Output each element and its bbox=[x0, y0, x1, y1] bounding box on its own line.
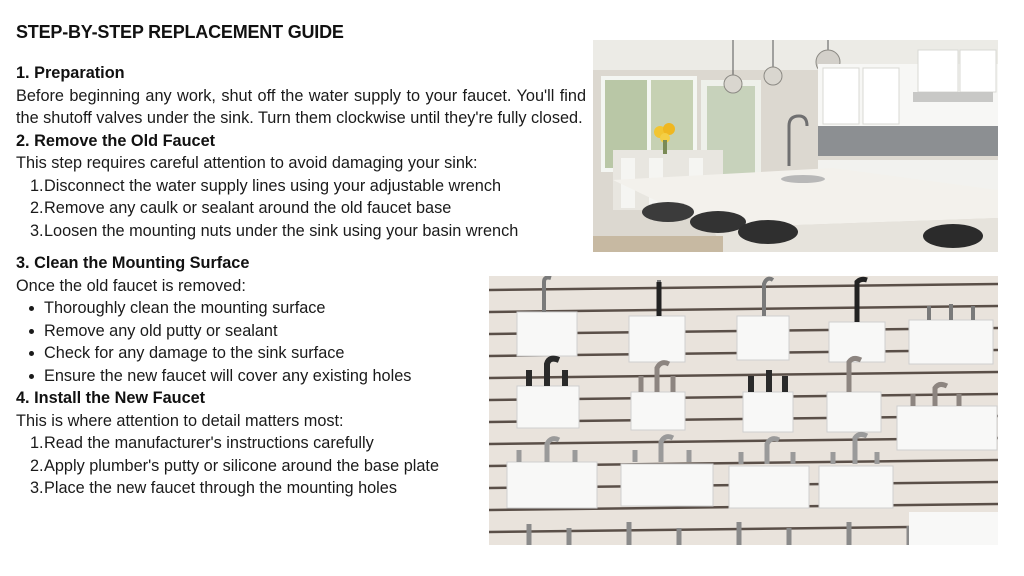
list-item-text: Remove any old putty or sealant bbox=[44, 321, 278, 340]
list-item-text: Check for any damage to the sink surface bbox=[44, 344, 345, 362]
section-heading-preparation: 1. Preparation bbox=[16, 64, 125, 82]
section-text-remove-old-faucet: This step requires careful attention to avoid damaging your sink: bbox=[16, 154, 478, 172]
list-item-text: Loosen the mounting nuts under the sink using your basin wrench bbox=[44, 221, 519, 240]
page-title: STEP-BY-STEP REPLACEMENT GUIDE bbox=[16, 22, 344, 42]
list-item bbox=[16, 220, 586, 243]
list-item-text: Place the new faucet through the mounting holes bbox=[44, 479, 397, 497]
list-number: 2. bbox=[30, 456, 44, 475]
list-item bbox=[16, 197, 586, 220]
section-heading-clean-surface: 3. Clean the Mounting Surface bbox=[16, 254, 250, 272]
list-item-text: Remove any caulk or sealant around the old faucet base bbox=[44, 199, 452, 217]
list-item-text: Apply plumber's putty or silicone around the base plate bbox=[44, 456, 439, 475]
bullet-icon bbox=[29, 329, 34, 334]
section-text-install-new-faucet: This is where attention to detail matters most: bbox=[16, 411, 344, 430]
list-number: 2. bbox=[30, 199, 44, 217]
list-number: 3. bbox=[30, 221, 44, 240]
kitchen-island-photo bbox=[593, 40, 998, 252]
faucet-display-wall-photo bbox=[489, 276, 998, 545]
list-item-text: Ensure the new faucet will cover any existing holes bbox=[44, 366, 412, 385]
remove-steps-list bbox=[16, 175, 586, 243]
bullet-icon bbox=[29, 374, 34, 379]
list-item-text: Disconnect the water supply lines using your adjustable wrench bbox=[44, 176, 502, 195]
section-text-preparation: Before beginning any work, shut off the water supply to your faucet. You'll find the shutoff valves under the sink. Turn them clockwise until they're fully closed. bbox=[16, 86, 586, 127]
section-text-clean-surface: Once the old faucet is removed: bbox=[16, 276, 246, 295]
list-item bbox=[16, 175, 586, 198]
section-heading-install-new-faucet: 4. Install the New Faucet bbox=[16, 389, 206, 407]
bullet-icon bbox=[29, 306, 34, 311]
list-number: 1. bbox=[30, 176, 44, 195]
section-heading-remove-old-faucet: 2. Remove the Old Faucet bbox=[16, 131, 216, 150]
list-item-text: Read the manufacturer's instructions carefully bbox=[44, 434, 374, 452]
bullet-icon bbox=[29, 351, 34, 356]
list-item-text: Thoroughly clean the mounting surface bbox=[44, 299, 326, 317]
list-number: 3. bbox=[30, 479, 44, 497]
list-number: 1. bbox=[30, 434, 44, 452]
